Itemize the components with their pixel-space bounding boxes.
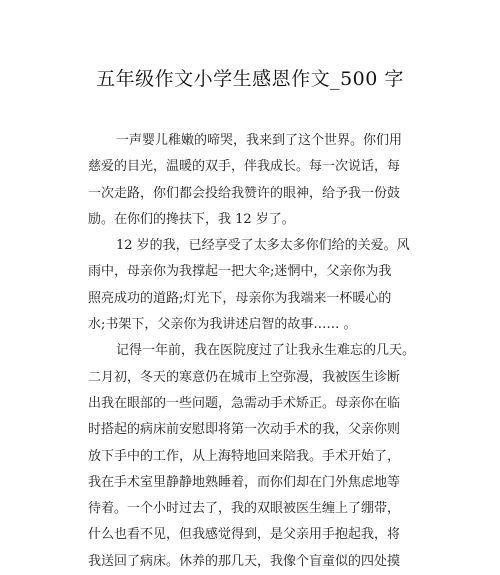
paragraph-3-line-8: 什么也看不见，但我感觉得到，是父亲用手抱起我，将: [88, 527, 401, 543]
paragraph-3-line-7: 待着。一个小时过去了，我的双眼被医生缠上了绷带，: [88, 501, 401, 517]
paragraph-1-line-1: 一声婴儿稚嫩的啼哭，我来到了这个世界。你们用: [116, 133, 403, 148]
paragraph-3-line-9: 我送回了病床。休养的那几天，我像个盲童似的四处摸: [88, 553, 401, 569]
paragraph-3-line-4: 时搭起的病床前安慰即将第一次动手术的我，父亲你则: [88, 422, 401, 438]
paragraph-1-line-4: 励。在你们的搀扶下，我 12 岁了。: [88, 211, 295, 227]
paragraph-3-line-5: 放下手中的工作，从上海特地回来陪我。手术开始了，: [88, 448, 401, 464]
document-body: [88, 128, 414, 575]
paragraph-1-line-3: 一次走路，你们都会投给我赞许的眼神，给予我一份鼓: [88, 185, 401, 201]
paragraph-3-line-6: 我在手术室里静静地熟睡着，而你们却在门外焦虑地等: [88, 474, 401, 490]
paragraph-3-line-1: 记得一年前，我在医院度过了让我永生难忘的几天。: [116, 343, 416, 359]
paragraph-3-line-3: 出我在眼部的一些问题，急需动手术矫正。母亲你在临: [88, 395, 401, 411]
paragraph-2-line-3: 照亮成功的道路;灯光下，母亲你为我端来一杯暖心的: [88, 290, 392, 306]
paragraph-2-line-4: 水;书架下，父亲你为我讲述启智的故事…… 。: [88, 317, 357, 333]
paragraph-1-line-2: 慈爱的目光，温暖的双手，伴我成长。每一次说话，每: [88, 159, 401, 175]
paragraph-3-line-2: 二月初，冬天的寒意仍在城市上空弥漫，我被医生诊断: [88, 369, 401, 385]
paragraph-2-line-1: 12 岁的我，已经享受了太多太多你们给的关爱。风: [116, 238, 410, 254]
document-title: 五年级作文小学生感恩作文_500 字: [96, 68, 404, 90]
paragraph-2-line-2: 雨中，母亲你为我撑起一把大伞;迷惘中，父亲你为我: [88, 264, 392, 280]
